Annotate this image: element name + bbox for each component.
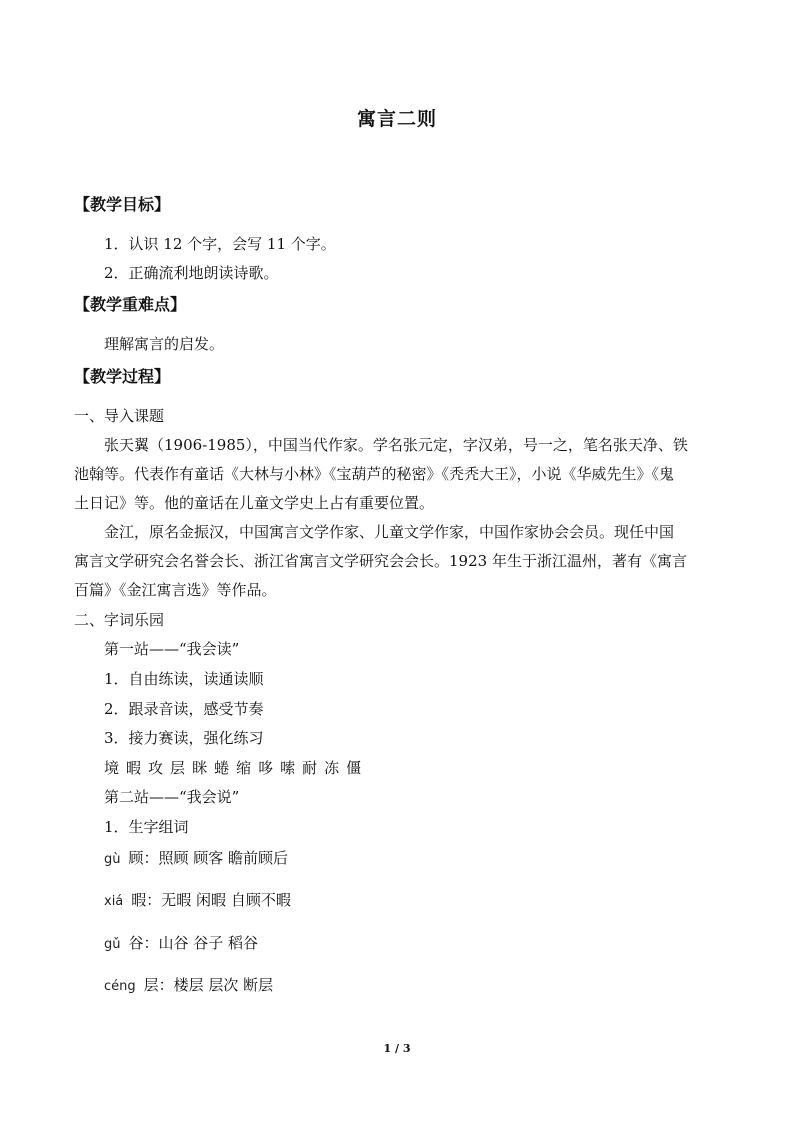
pinyin: gù — [104, 852, 121, 867]
paragraph-line: 金江，原名金振汉，中国寓言文学作家、儿童文学作家，中国作家协会会员。现任中国 — [104, 523, 675, 541]
word-list: 暇：无暇 闲暇 自顾不暇 — [131, 891, 291, 909]
paragraph-line: 池翰等。代表作有童话《大林与小林》《宝葫芦的秘密》《秃秃大王》，小说《华威先生》《鬼 — [74, 465, 675, 483]
station-heading: 第二站——“我会说” — [104, 788, 240, 806]
character: 蜷 — [214, 759, 230, 777]
character: 耐 — [302, 759, 318, 777]
paragraph-line: 张天翼（1906-1985），中国当代作家。学名张元定，字汉弟，号一之，笔名张天净、铁 — [104, 436, 688, 454]
page-number: 1 / 3 — [383, 1042, 411, 1055]
section-heading: 一、导入课题 — [74, 407, 165, 425]
character: 冻 — [324, 759, 340, 777]
word-list: 谷：山谷 谷子 稻谷 — [128, 934, 259, 952]
character: 缩 — [236, 759, 252, 777]
word-group — [104, 932, 258, 953]
character: 层 — [170, 759, 186, 777]
pinyin: xiá — [104, 894, 124, 909]
paragraph-line: 土日记》等。他的童话在儿童文学史上占有重要位置。 — [74, 494, 435, 512]
word-group — [104, 847, 288, 868]
word-list: 层：楼层 层次 断层 — [143, 976, 274, 994]
word-group — [104, 974, 273, 995]
paragraph-line: 寓言文学研究会名誉会长、浙江省寓言文学研究会会长。1923 年生于浙江温州，著有《寓言 — [74, 552, 687, 570]
goals-heading: 【教学目标】 — [74, 195, 171, 214]
difficulty-text: 理解寓言的启发。 — [104, 335, 225, 353]
character: 攻 — [148, 759, 164, 777]
station-heading: 第一站——“我会读” — [104, 640, 240, 658]
character-list — [104, 757, 368, 778]
word-group — [104, 889, 291, 910]
character: 境 — [104, 759, 120, 777]
difficulty-heading: 【教学重难点】 — [74, 295, 187, 314]
process-heading: 【教学过程】 — [74, 367, 171, 386]
page-title: 寓言二则 — [356, 108, 437, 130]
character: 僵 — [346, 759, 362, 777]
goal-item: 1．认识 12 个字，会写 11 个字。 — [104, 235, 336, 253]
pinyin: gǔ — [104, 937, 121, 952]
step-item: 2．跟录音读，感受节奏 — [104, 700, 264, 718]
pinyin: céng — [104, 979, 136, 994]
character: 暇 — [126, 759, 142, 777]
character: 哆 — [258, 759, 274, 777]
step-item: 1．自由练读，读通读顺 — [104, 670, 264, 688]
step-item: 3．接力赛读，强化练习 — [104, 729, 264, 747]
sub-heading: 1．生字组词 — [104, 818, 189, 836]
goal-item: 2．正确流利地朗读诗歌。 — [104, 264, 279, 282]
character: 嗦 — [280, 759, 296, 777]
section-heading: 二、字词乐园 — [74, 611, 165, 629]
paragraph-line: 百篇》《金江寓言选》等作品。 — [74, 581, 277, 599]
word-list: 顾：照顾 顾客 瞻前顾后 — [128, 849, 289, 867]
character: 眯 — [192, 759, 208, 777]
